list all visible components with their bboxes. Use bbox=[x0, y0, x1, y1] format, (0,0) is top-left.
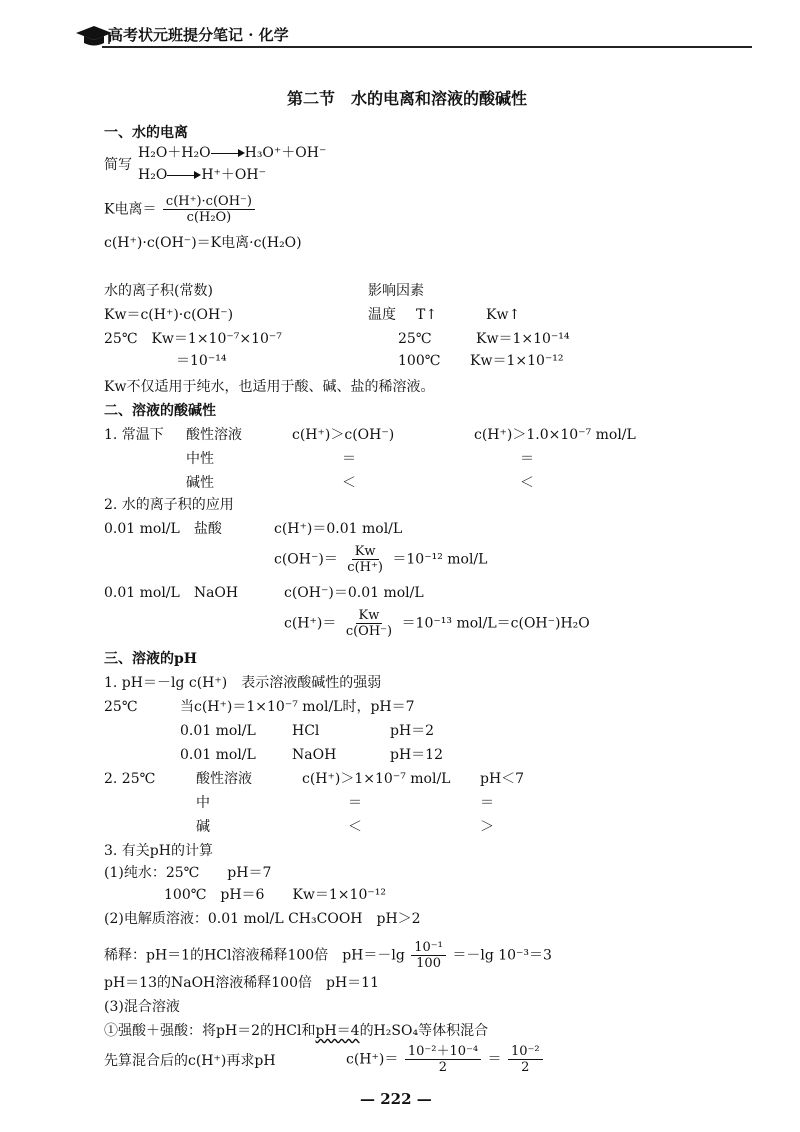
s3-heading: 三、溶液的pH bbox=[104, 651, 198, 667]
c1-line: (1)纯水：25℃ pH＝7 bbox=[104, 865, 272, 881]
acid-value: c(H⁺)＞1.0×10⁻⁷ mol/L bbox=[474, 427, 636, 443]
neutral-eq1: ＝ bbox=[342, 451, 356, 467]
mix2-formula: c(H⁺)＝ $\frac{\text{10⁻²＋10⁻⁴}}{2}$ ＝ $\frac{\text{10⁻²}}{2}$ bbox=[346, 1044, 545, 1075]
r2a: 0.01 mol/L bbox=[180, 747, 256, 763]
factor-label: 影响因素 bbox=[368, 283, 424, 299]
base-lt2: ＜ bbox=[520, 475, 534, 491]
s3-acid: 酸性溶液 bbox=[196, 771, 252, 787]
s3-eq1: ＝ bbox=[348, 795, 362, 811]
p1-label: 1. 常温下 bbox=[104, 427, 164, 443]
dilution2-line: pH＝13的NaOH溶液稀释100倍 pH＝11 bbox=[104, 975, 379, 991]
neutral-eq2: ＝ bbox=[520, 451, 534, 467]
s3-lt: ＜ bbox=[348, 819, 362, 835]
c2-line: (2)电解质溶液：0.01 mol/L CH₃COOH pH＞2 bbox=[104, 911, 421, 927]
f25-t: 25℃ bbox=[398, 331, 432, 347]
s3-mid: 中 bbox=[196, 795, 210, 811]
p2-label: 2. 水的离子积的应用 bbox=[104, 497, 234, 513]
k-line: c(H⁺)·c(OH⁻)＝K电离·c(H₂O) bbox=[104, 235, 302, 251]
r25-a: 25℃ Kw＝1×10⁻⁷×10⁻⁷ bbox=[104, 331, 282, 347]
hcl-conc: c(H⁺)＝0.01 mol/L bbox=[274, 521, 403, 537]
p3-label: 3. 有关pH的计算 bbox=[104, 843, 213, 859]
s3-acid-ph: pH＜7 bbox=[480, 771, 525, 787]
temp-label: 温度 bbox=[368, 307, 396, 323]
s3-gt: ＞ bbox=[480, 819, 494, 835]
acid-compare: c(H⁺)＞c(OH⁻) bbox=[292, 427, 395, 443]
hcl-oh: c(OH⁻)＝ $\frac{Kw}{c(H^+)}$ ＝10⁻¹² mol/L bbox=[274, 544, 488, 575]
f25-v: Kw＝1×10⁻¹⁴ bbox=[476, 331, 570, 347]
mix2-label: 先算混合后的c(H⁺)再求pH bbox=[104, 1053, 276, 1069]
eq1: H₂O＋H₂O H₃O⁺＋OH⁻ bbox=[138, 145, 327, 161]
page-number: — 222 — bbox=[360, 1090, 432, 1108]
hcl-label: 0.01 mol/L 盐酸 bbox=[104, 521, 222, 537]
r1b: HCl bbox=[292, 723, 320, 739]
header-rule bbox=[102, 46, 752, 48]
s3-acid-c: c(H⁺)＞1×10⁻⁷ mol/L bbox=[302, 771, 451, 787]
r1a: 0.01 mol/L bbox=[180, 723, 256, 739]
naoh-label: 0.01 mol/L NaOH bbox=[104, 585, 239, 601]
c1b-line: 100℃ pH＝6 Kw＝1×10⁻¹² bbox=[164, 887, 386, 903]
kw-note: Kw不仅适用于纯水，也适用于酸、碱、盐的稀溶液。 bbox=[104, 379, 435, 395]
kw-def: Kw＝c(H⁺)·c(OH⁻) bbox=[104, 307, 234, 323]
ionprod-label: 水的离子积(常数) bbox=[104, 283, 213, 299]
ph-def: 1. pH＝－lg c(H⁺) 表示溶液酸碱性的强弱 bbox=[104, 675, 382, 691]
dilution-line: 稀释：pH＝1的HCl溶液稀释100倍 pH＝－lg $\frac{\text{10⁻¹}}{100}$ ＝－lg 10⁻³＝3 bbox=[104, 940, 552, 971]
acid-label: 酸性溶液 bbox=[186, 427, 242, 443]
when-line: 当c(H⁺)＝1×10⁻⁷ mol/L时，pH＝7 bbox=[180, 699, 415, 715]
arrow-icon bbox=[167, 170, 201, 180]
f100-v: Kw＝1×10⁻¹² bbox=[470, 353, 564, 369]
r1c: pH＝2 bbox=[390, 723, 435, 739]
s3-eq2: ＝ bbox=[480, 795, 494, 811]
naoh-conc: c(OH⁻)＝0.01 mol/L bbox=[284, 585, 424, 601]
base-label: 碱性 bbox=[186, 475, 214, 491]
r2b: NaOH bbox=[292, 747, 337, 763]
r25-b: ＝10⁻¹⁴ bbox=[176, 353, 227, 369]
neutral-label: 中性 bbox=[186, 451, 214, 467]
naoh-h: c(H⁺)＝ $\frac{Kw}{c(OH^-)}$ ＝10⁻¹³ mol/L＝c(OH⁻)H₂O bbox=[284, 608, 590, 639]
c3-line: (3)混合溶液 bbox=[104, 999, 180, 1015]
t-up: T↑ bbox=[416, 307, 438, 323]
jianxie-label: 简写 bbox=[104, 157, 132, 173]
eq2: H₂O H⁺＋OH⁻ bbox=[138, 167, 266, 183]
header-title: 高考状元班提分笔记 · 化学 bbox=[108, 26, 289, 44]
arrow-icon bbox=[211, 148, 245, 158]
r2c: pH＝12 bbox=[390, 747, 443, 763]
mix-line: ①强酸＋强酸：将pH＝2的HCl和pH＝4的H₂SO₄等体积混合 bbox=[104, 1023, 489, 1039]
section-title: 第二节 水的电离和溶液的酸碱性 bbox=[287, 89, 528, 108]
t25-label: 25℃ bbox=[104, 699, 138, 715]
s3-base: 碱 bbox=[196, 819, 210, 835]
s2-heading: 二、溶液的酸碱性 bbox=[104, 403, 216, 419]
kw-up: Kw↑ bbox=[486, 307, 521, 323]
base-lt1: ＜ bbox=[342, 475, 356, 491]
k-formula: K电离＝ $\frac{c(H^+)\cdot c(OH^-)}{\text{c(H₂O)}}$ bbox=[104, 194, 257, 225]
p2-25: 2. 25℃ bbox=[104, 771, 156, 787]
f100-t: 100℃ bbox=[398, 353, 441, 369]
graduation-cap-icon bbox=[76, 24, 112, 48]
s1-heading: 一、水的电离 bbox=[104, 125, 188, 141]
